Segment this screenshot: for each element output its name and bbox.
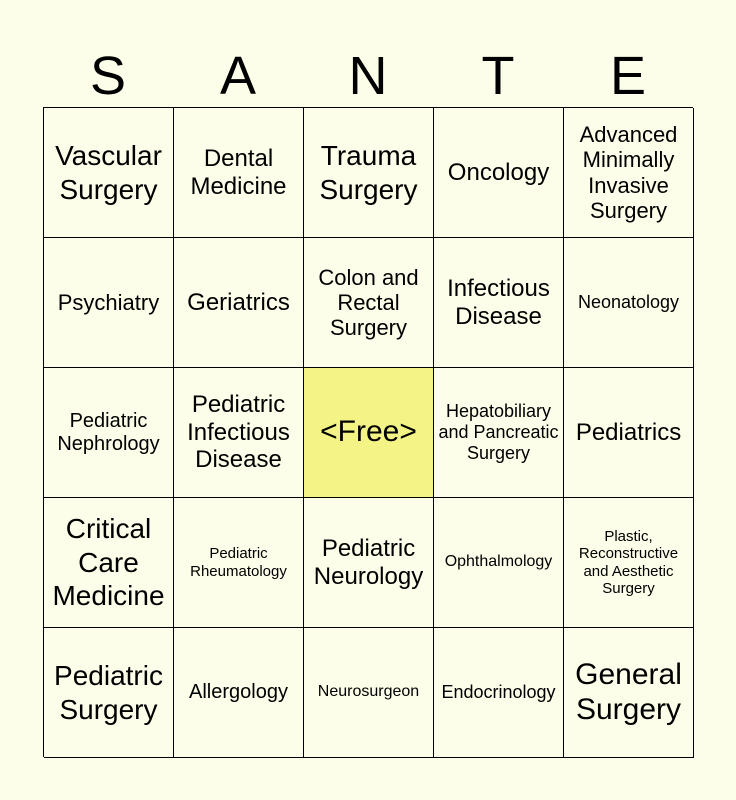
bingo-cell[interactable]: Pediatric Infectious Disease [174, 368, 304, 498]
bingo-cell[interactable]: Hepatobiliary and Pancreatic Surgery [434, 368, 564, 498]
bingo-cell[interactable]: Plastic, Reconstructive and Aesthetic Surgery [564, 498, 694, 628]
bingo-cell[interactable]: Neurosurgeon [304, 628, 434, 758]
bingo-cell[interactable]: Endocrinology [434, 628, 564, 758]
bingo-cell[interactable]: Critical Care Medicine [44, 498, 174, 628]
bingo-cell[interactable]: Colon and Rectal Surgery [304, 238, 434, 368]
bingo-cell[interactable]: Pediatric Neurology [304, 498, 434, 628]
bingo-cell[interactable]: Vascular Surgery [44, 108, 174, 238]
bingo-cell[interactable]: Pediatric Surgery [44, 628, 174, 758]
bingo-cell[interactable]: Pediatric Rheumatology [174, 498, 304, 628]
bingo-cell[interactable]: Neonatology [564, 238, 694, 368]
bingo-cell[interactable]: Allergology [174, 628, 304, 758]
bingo-cell[interactable]: Advanced Minimally Invasive Surgery [564, 108, 694, 238]
bingo-cell[interactable]: Trauma Surgery [304, 108, 434, 238]
free-space-cell[interactable]: <Free> [304, 368, 434, 498]
bingo-header [43, 44, 693, 108]
bingo-cell[interactable]: Infectious Disease [434, 238, 564, 368]
bingo-cell[interactable]: Dental Medicine [174, 108, 304, 238]
header-letter-a: A [219, 46, 257, 106]
bingo-cell[interactable]: General Surgery [564, 628, 694, 758]
header-letter-e: E [609, 46, 647, 106]
header-letter-n: N [348, 46, 388, 106]
bingo-cell[interactable]: Psychiatry [44, 238, 174, 368]
header-letter-t: T [481, 46, 515, 106]
bingo-board [43, 107, 693, 757]
bingo-cell[interactable]: Ophthalmology [434, 498, 564, 628]
bingo-cell[interactable]: Pediatric Nephrology [44, 368, 174, 498]
header-letter-s: S [89, 46, 127, 106]
bingo-cell[interactable]: Oncology [434, 108, 564, 238]
bingo-cell[interactable]: Geriatrics [174, 238, 304, 368]
bingo-cell[interactable]: Pediatrics [564, 368, 694, 498]
